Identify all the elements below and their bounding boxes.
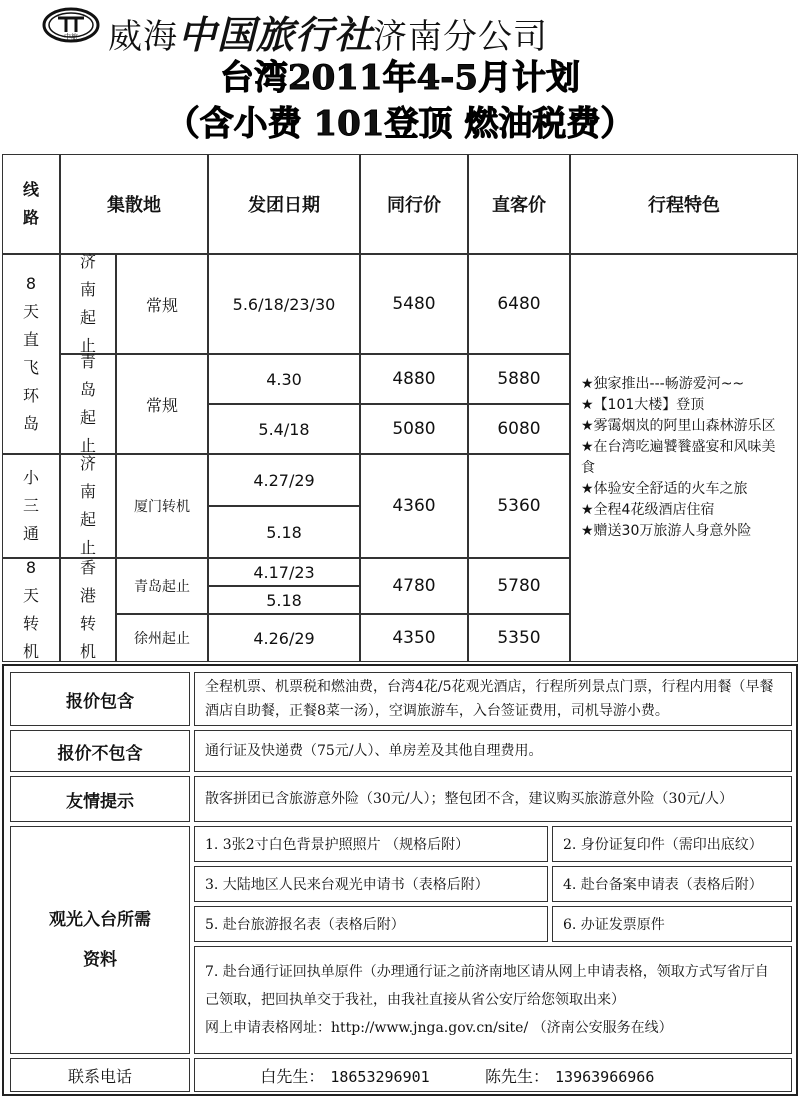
company-suffix: 济南分公司 xyxy=(373,17,549,57)
peer-price: 5480 xyxy=(360,254,468,354)
contact-name: 陈先生： xyxy=(485,1066,550,1086)
route-name: 8天直飞环岛 xyxy=(2,254,60,454)
company-logo xyxy=(42,6,100,44)
departure-dates: 5.18 xyxy=(208,506,360,558)
retail-price: 6080 xyxy=(468,404,570,454)
application-url[interactable]: 网上申请表格网址：http://www.jnga.gov.cn/site/ （济南公安服务在线） xyxy=(205,1020,673,1036)
route-sub-origin: 徐州起止 xyxy=(116,614,208,662)
company-prefix: 威海 xyxy=(108,17,178,57)
route-type: 常规 xyxy=(116,354,208,454)
tips-label: 友情提示 xyxy=(10,776,190,822)
departure-dates: 5.4/18 xyxy=(208,404,360,454)
retail-price: 5880 xyxy=(468,354,570,404)
header-route: 线路 xyxy=(2,154,60,254)
document-item: 1. 3张2寸白色背景护照照片 （规格后附） xyxy=(194,826,548,862)
feature-item: ★赠送30万旅游人身意外险 xyxy=(581,523,752,539)
feature-item: ★全程4花级酒店住宿 xyxy=(581,502,715,518)
retail-price: 5360 xyxy=(468,454,570,558)
included-label: 报价包含 xyxy=(10,672,190,726)
feature-item: ★体验安全舒适的火车之旅 xyxy=(581,481,748,497)
excluded-text: 通行证及快递费（75元/人）、单房差及其他自理费用。 xyxy=(194,730,792,772)
info-table xyxy=(2,664,798,1096)
page-title: 台湾2011年4-5月计划 xyxy=(219,58,581,98)
peer-price: 4880 xyxy=(360,354,468,404)
departure-dates: 5.18 xyxy=(208,586,360,614)
route-name: 小三通 xyxy=(2,454,60,558)
document-item: 4. 赴台备案申请表（表格后附） xyxy=(552,866,792,902)
feature-item: ★【101大楼】登顶 xyxy=(581,397,705,413)
logo-text: 中旅 xyxy=(64,33,78,41)
contact-label: 联系电话 xyxy=(10,1058,190,1092)
excluded-label: 报价不包含 xyxy=(10,730,190,772)
tips-text: 散客拼团已含旅游意外险（30元/人）；整包团不含，建议购买旅游意外险（30元/人） xyxy=(194,776,792,822)
header-retail-price: 直客价 xyxy=(468,154,570,254)
documents-label: 观光入台所需资料 xyxy=(10,826,190,1054)
route-origin: 济南起止 xyxy=(60,254,116,354)
feature-item: ★在台湾吃遍饕餮盛宴和风味美食 xyxy=(581,439,776,476)
included-text: 全程机票、机票税和燃油费，台湾4花/5花观光酒店，行程所列景点门票，行程内用餐（早餐酒店自助餐，正餐8菜一汤），空调旅游车，入台签证费用，司机导游小费。 xyxy=(194,672,792,726)
document-item-7 xyxy=(194,946,792,1054)
header-dates: 发团日期 xyxy=(208,154,360,254)
document-item-text: 7. 赴台通行证回执单原件（办理通行证之前济南地区请从网上申请表格，领取方式写省厅自己领取，把回执单交于我社，由我社直接从省公安厅给您领取出来） xyxy=(205,964,769,1008)
features-list xyxy=(581,374,787,542)
route-sub-origin: 青岛起止 xyxy=(116,558,208,614)
peer-price: 5080 xyxy=(360,404,468,454)
route-type: 常规 xyxy=(116,254,208,354)
document-item: 2. 身份证复印件（需印出底纹） xyxy=(552,826,792,862)
itinerary-features xyxy=(570,254,798,662)
contact-1 xyxy=(205,1064,485,1087)
document-item: 3. 大陆地区人民来台观光申请书（表格后附） xyxy=(194,866,548,902)
route-name: 8天转机 xyxy=(2,558,60,662)
header-gathering: 集散地 xyxy=(60,154,208,254)
departure-dates: 5.6/18/23/30 xyxy=(208,254,360,354)
route-origin: 济南起止 xyxy=(60,454,116,558)
contact-phone[interactable]: 13963966966 xyxy=(555,1067,655,1086)
route-origin: 香港转机 xyxy=(60,558,116,662)
contact-2 xyxy=(485,1064,654,1087)
header-features: 行程特色 xyxy=(570,154,798,254)
peer-price: 4360 xyxy=(360,454,468,558)
retail-price: 5350 xyxy=(468,614,570,662)
retail-price: 6480 xyxy=(468,254,570,354)
document-item: 5. 赴台旅游报名表（表格后附） xyxy=(194,906,548,942)
peer-price: 4780 xyxy=(360,558,468,614)
peer-price: 4350 xyxy=(360,614,468,662)
page-subtitle: （含小费 101登顶 燃油税费） xyxy=(165,104,635,144)
schedule-table xyxy=(2,154,798,662)
feature-item: ★雾霭烟岚的阿里山森林游乐区 xyxy=(581,418,776,434)
feature-item: ★独家推出---畅游爱河~~ xyxy=(581,376,745,392)
route-transfer: 厦门转机 xyxy=(116,454,208,558)
departure-dates: 4.27/29 xyxy=(208,454,360,506)
document-item: 6. 办证发票原件 xyxy=(552,906,792,942)
contact-info xyxy=(194,1058,792,1092)
contact-phone[interactable]: 18653296901 xyxy=(330,1067,430,1086)
retail-price: 5780 xyxy=(468,558,570,614)
departure-dates: 4.26/29 xyxy=(208,614,360,662)
departure-dates: 4.30 xyxy=(208,354,360,404)
header-peer-price: 同行价 xyxy=(360,154,468,254)
company-brand: 中国旅行社 xyxy=(178,12,374,57)
contact-name: 白先生： xyxy=(260,1066,325,1086)
route-origin: 青岛起止 xyxy=(60,354,116,454)
departure-dates: 4.17/23 xyxy=(208,558,360,586)
